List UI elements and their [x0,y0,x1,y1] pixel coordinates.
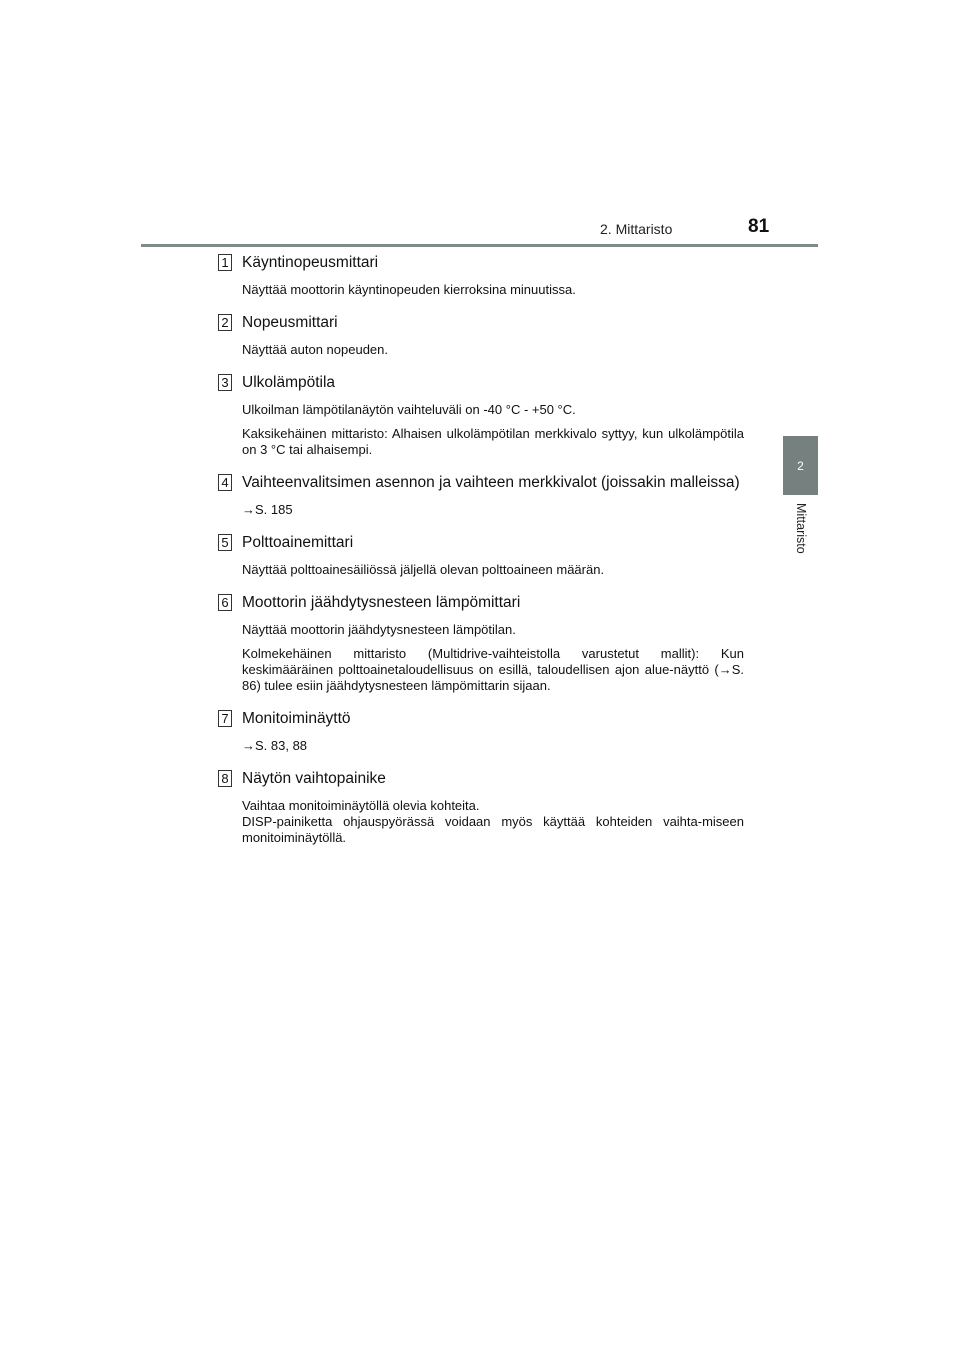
item-number-badge: 4 [218,474,232,491]
item-number-badge: 7 [218,710,232,727]
item-title: Vaihteenvalitsimen asennon ja vaihteen merkkivalot (joissakin malleissa) [242,474,740,491]
item-title: Monitoiminäyttö [242,710,351,727]
chapter-tab[interactable] [783,436,818,495]
item-title: Moottorin jäähdytysnesteen lämpömittari [242,594,521,611]
item-description: Vaihtaa monitoiminäytöllä olevia kohteita. [242,798,480,813]
item-number-badge: 8 [218,770,232,787]
item-number-badge: 5 [218,534,232,551]
chapter-tab-label: Mittaristo [794,503,808,554]
item-description: Ulkoilman lämpötilanäytön vaihteluväli on -40 °C - +50 °C. [242,402,576,417]
page-reference-link[interactable]: →S. 83, 88 [242,738,308,753]
page-number: 81 [748,216,770,237]
header-divider [141,244,818,247]
item-8 [218,768,744,846]
item-title: Ulkolämpötila [242,374,336,391]
item-title: Polttoainemittari [242,534,354,551]
item-3 [218,372,744,458]
item-description: Näyttää moottorin jäähdytysnesteen lämpötilan. [242,622,516,637]
item-2 [218,312,744,358]
item-number-badge: 2 [218,314,232,331]
item-number-badge: 6 [218,594,232,611]
chapter-tab-number: 2 [797,458,804,473]
item-description: Näyttää auton nopeuden. [242,342,389,357]
item-title: Käyntinopeusmittari [242,254,379,271]
item-number-badge: 3 [218,374,232,391]
section-header: 2. Mittaristo [600,221,673,237]
item-description: DISP-painiketta ohjauspyörässä voidaan myös käyttää kohteiden vaihta-miseen monitoiminäytöllä. [242,814,744,845]
item-description: Näyttää polttoainesäiliössä jäljellä olevan polttoaineen määrän. [242,562,605,577]
item-7 [218,708,744,754]
item-description: Kaksikehäinen mittaristo: Alhaisen ulkolämpötilan merkkivalo syttyy, kun ulkolämpötila on 3 °C tai alhaisempi. [242,426,744,457]
item-description: Näyttää moottorin käyntinopeuden kierroksina minuutissa. [242,282,576,297]
item-4 [218,472,744,518]
item-number-badge: 1 [218,254,232,271]
item-title: Nopeusmittari [242,314,338,331]
item-1 [218,252,744,298]
item-5 [218,532,744,578]
item-list [218,252,744,846]
page-reference-link[interactable]: →S. 185 [242,502,293,517]
item-6 [218,592,744,694]
item-title: Näytön vaihtopainike [242,770,386,787]
item-description: Kolmekehäinen mittaristo (Multidrive-vaihteistolla varustetut mallit): Kun keskimääräinen polttoainetaloudellisuus on esillä, taloudellisen ajon alue-näyttö (→S. 86) tulee esiin jäähdytysnesteen lämpömittarin sijaan. [242,646,744,693]
